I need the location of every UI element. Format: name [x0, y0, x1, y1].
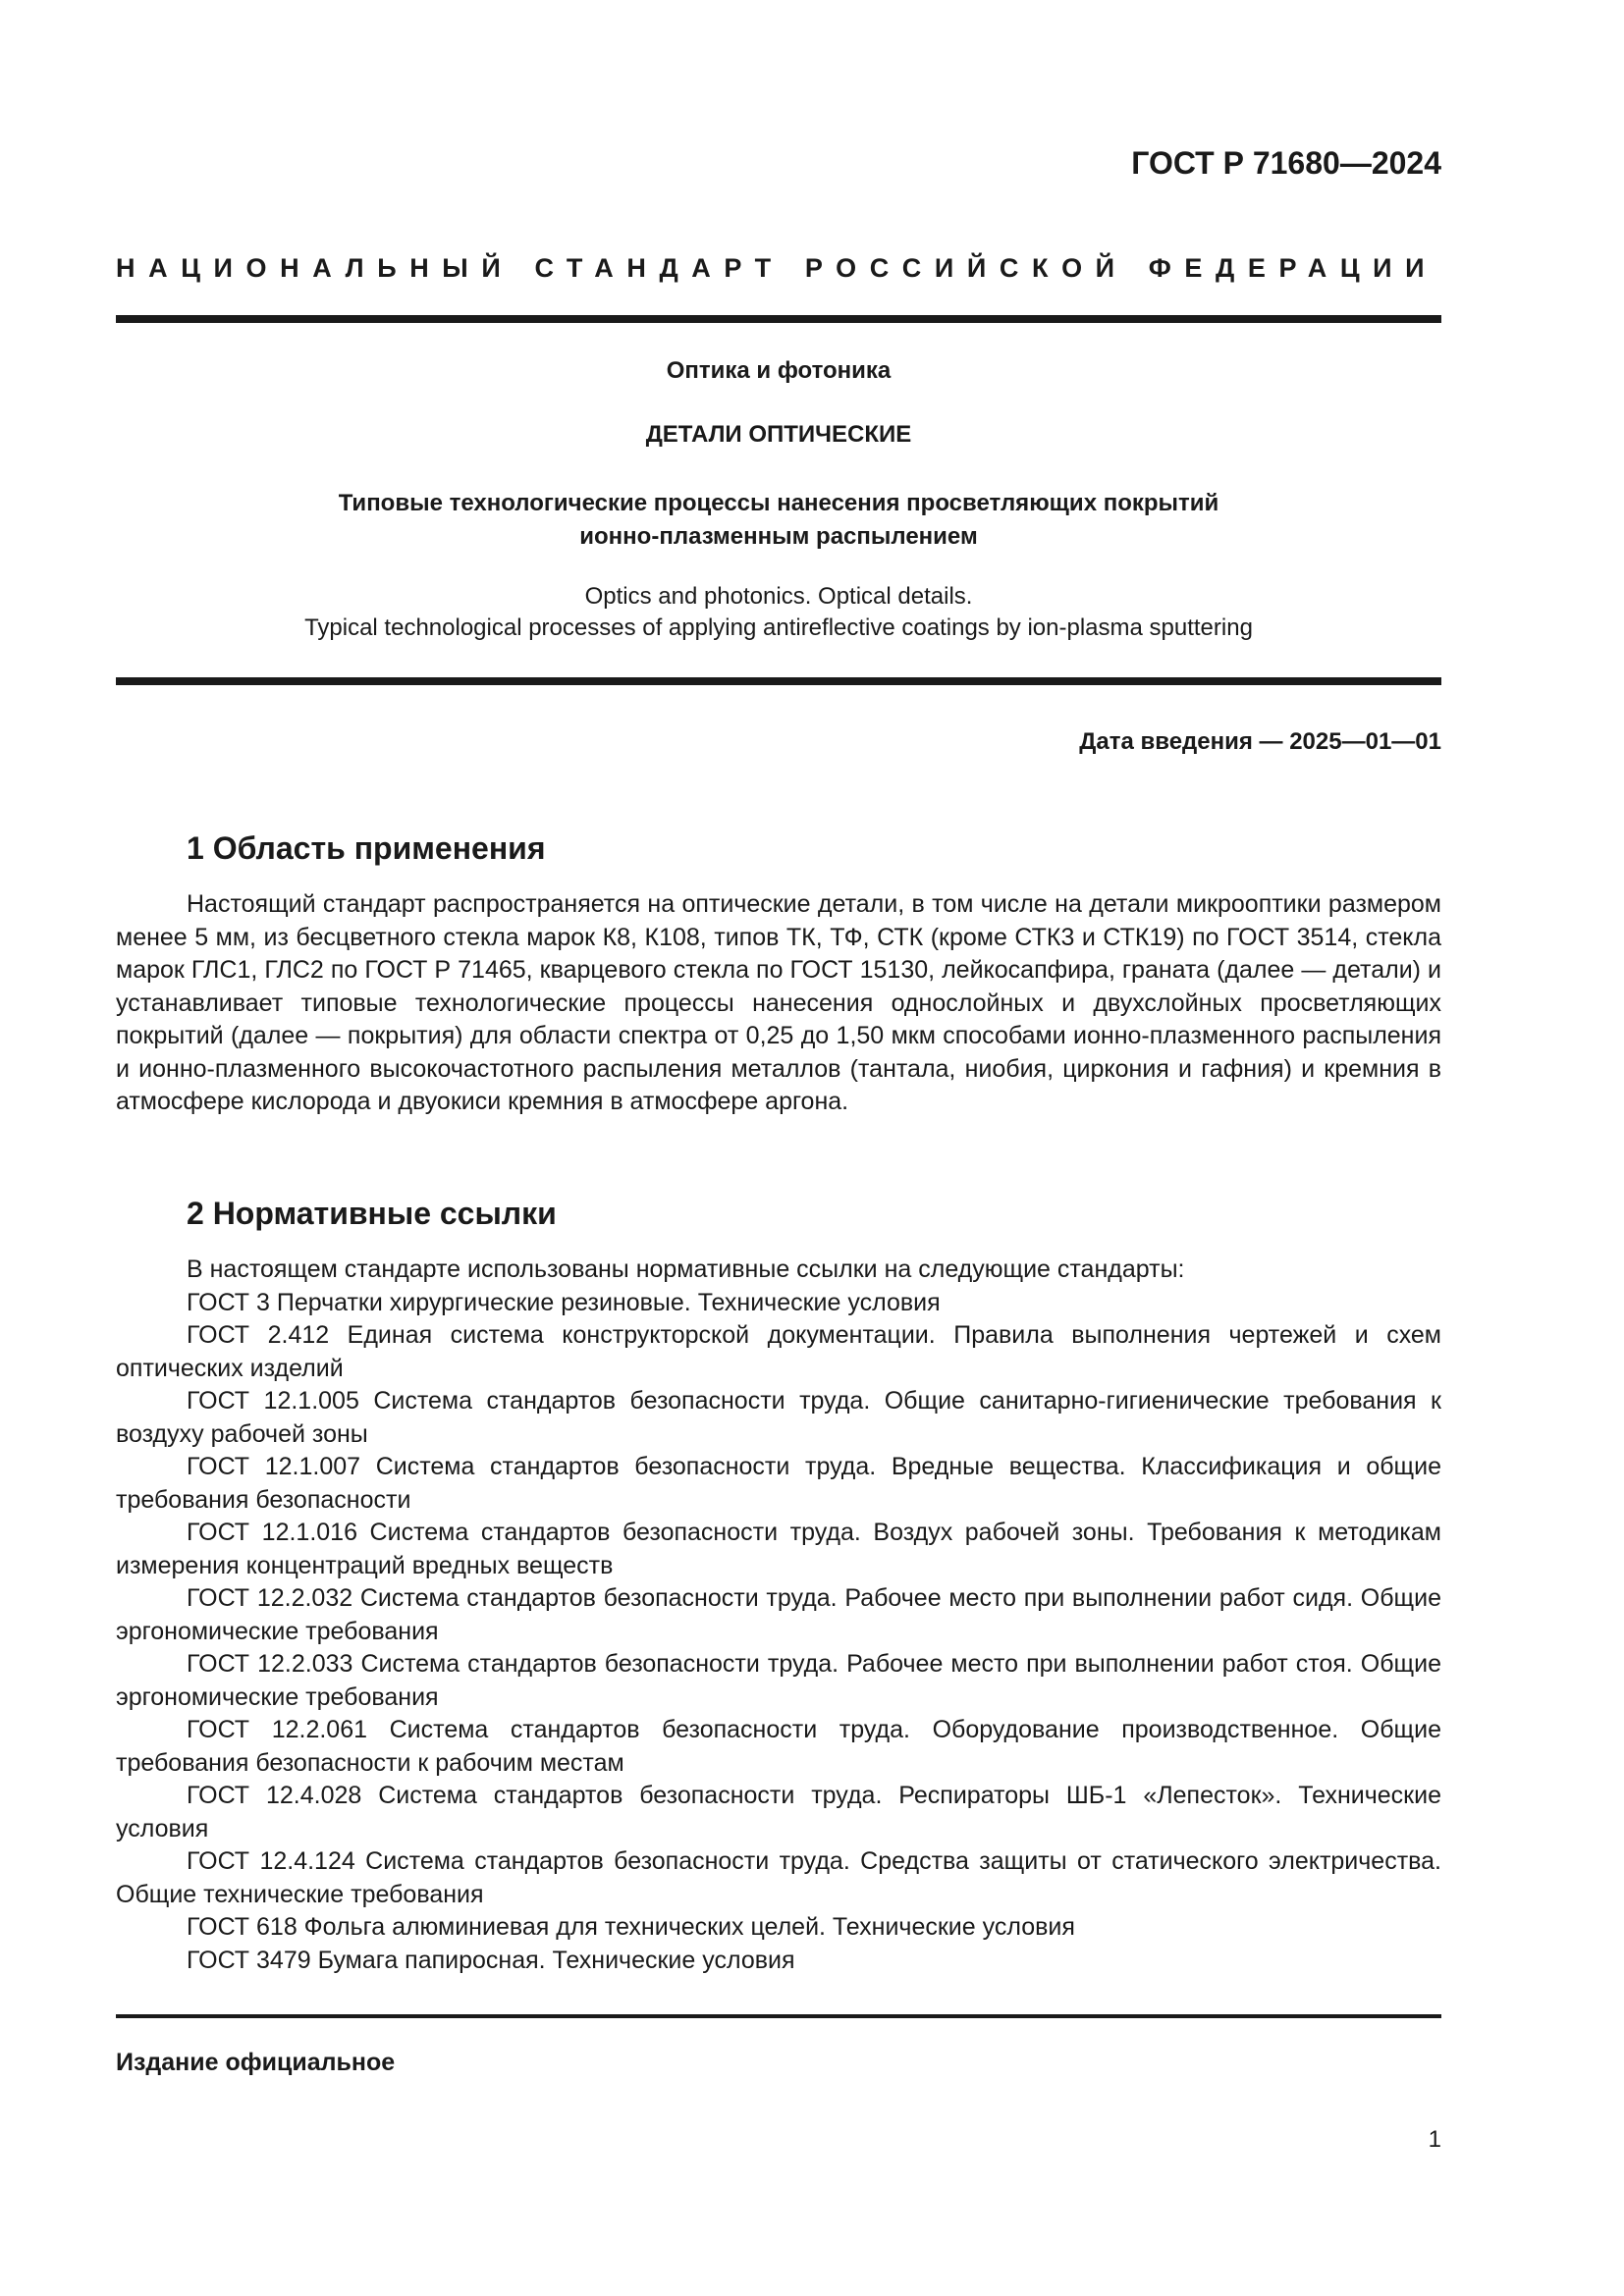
reference-item: ГОСТ 12.1.007 Система стандартов безопасности труда. Вредные вещества. Классификация и общие требования безопасности — [116, 1453, 1441, 1514]
title-divider — [116, 677, 1441, 685]
english-title — [116, 581, 1441, 644]
reference-item: ГОСТ 12.1.005 Система стандартов безопасности труда. Общие санитарно-гигиенические требования к воздуху рабочей зоны — [116, 1387, 1441, 1448]
page-number: 1 — [1428, 2126, 1441, 2153]
reference-item: ГОСТ 12.2.033 Система стандартов безопасности труда. Рабочее место при выполнении работ стоя. Общие эргономические требования — [116, 1650, 1441, 1711]
section-1-paragraph: Настоящий стандарт распространяется на оптические детали, в том числе на детали микрооптики размером менее 5 мм, из бесцветного стекла марок К8, К108, типов ТК, ТФ, СТК (кроме СТК3 и СТК19) по ГОСТ 3514, стекла марок ГЛС1, ГЛС2 по ГОСТ Р 71465, кварцевого стекла по ГОСТ 15130, лейкосапфира, граната (далее — детали) и устанавливает типовые технологические процессы нанесения однослойных и двухслойных просветляющих покрытий (далее — покрытия) для области спектра от 0,25 до 1,50 мкм способами ионно-плазменного распыления и ионно-плазменного высокочастотного распыления металлов (тантала, ниобия, циркония и гафния) и кремния в атмосфере кислорода и двуокиси кремния в атмосфере аргона. — [116, 890, 1441, 1115]
reference-item: ГОСТ 12.4.124 Система стандартов безопасности труда. Средства защиты от статического электричества. Общие технические требования — [116, 1847, 1441, 1908]
section-1-heading: 1 Область применения — [187, 830, 546, 866]
english-title-line-1: Optics and photonics. Optical details. — [584, 583, 973, 610]
reference-item: ГОСТ 12.4.028 Система стандартов безопасности труда. Респираторы ШБ-1 «Лепесток». Технические условия — [116, 1782, 1441, 1842]
reference-item: ГОСТ 618 Фольга алюминиевая для технических целей. Технические условия — [187, 1913, 1075, 1941]
reference-item: ГОСТ 3 Перчатки хирургические резиновые. Технические условия — [187, 1288, 941, 1316]
reference-item: ГОСТ 2.412 Единая система конструкторской документации. Правила выполнения чертежей и схем оптических изделий — [116, 1321, 1441, 1382]
subtitle-line-1: Типовые технологические процессы нанесения просветляющих покрытий — [338, 490, 1219, 516]
references-intro: В настоящем стандарте использованы нормативные ссылки на следующие стандарты: — [187, 1255, 1185, 1283]
footer-divider — [116, 2014, 1441, 2018]
reference-item: ГОСТ 12.1.016 Система стандартов безопасности труда. Воздух рабочей зоны. Требования к методикам измерения концентраций вредных веществ — [116, 1519, 1441, 1579]
reference-item: ГОСТ 3479 Бумага папиросная. Технические условия — [187, 1946, 795, 1974]
national-standard-title: НАЦИОНАЛЬНЫЙ СТАНДАРТ РОССИЙСКОЙ ФЕДЕРАЦИИ — [116, 253, 1438, 283]
standard-group-title: Оптика и фотоника — [666, 357, 892, 384]
normative-references-list — [116, 1254, 1441, 1977]
section-2-heading: 2 Нормативные ссылки — [187, 1196, 557, 1231]
reference-item: ГОСТ 12.2.032 Система стандартов безопасности труда. Рабочее место при выполнении работ сидя. Общие эргономические требования — [116, 1584, 1441, 1645]
top-divider — [116, 315, 1441, 323]
standard-main-title: ДЕТАЛИ ОПТИЧЕСКИЕ — [645, 421, 912, 448]
gost-number: ГОСТ Р 71680—2024 — [1131, 145, 1441, 181]
standard-subtitle — [116, 487, 1441, 554]
subtitle-line-2: ионно-плазменным распылением — [579, 523, 978, 550]
reference-item: ГОСТ 12.2.061 Система стандартов безопасности труда. Оборудование производственное. Общие требования безопасности к рабочим местам — [116, 1716, 1441, 1777]
official-edition-label: Издание официальное — [116, 2049, 396, 2076]
introduction-date: Дата введения — 2025—01—01 — [1079, 728, 1441, 755]
english-title-line-2: Typical technological processes of applying antireflective coatings by ion-plasma sputtering — [304, 614, 1253, 641]
